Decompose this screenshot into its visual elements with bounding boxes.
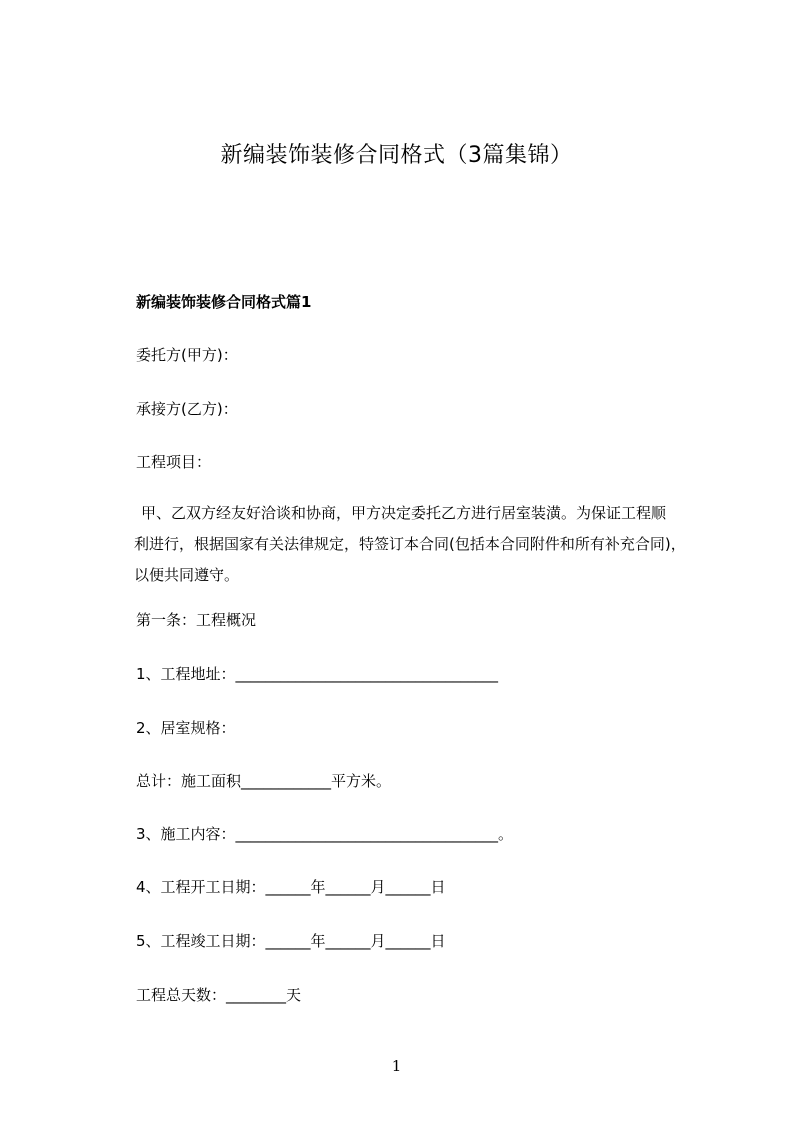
- address-line: 1、工程地址：___________________________________: [136, 665, 499, 683]
- end-date-line: 5、工程竣工日期：______年______月______日: [136, 932, 446, 950]
- intro-line-3: 以便共同遵守。: [134, 566, 240, 584]
- party-b-line: 承接方(乙方)：: [136, 400, 238, 418]
- article-1-heading: 第一条：工程概况: [136, 611, 257, 629]
- total-days-line: 工程总天数：________天: [136, 986, 302, 1004]
- intro-paragraph: [136, 498, 706, 591]
- project-line: 工程项目：: [136, 453, 212, 471]
- party-a-line: 委托方(甲方)：: [136, 346, 238, 364]
- document-title: 新编装饰装修合同格式（3篇集锦）: [220, 143, 573, 168]
- section-heading: 新编装饰装修合同格式篇1: [136, 293, 312, 311]
- content-line: 3、施工内容：___________________________________。: [136, 825, 514, 843]
- start-date-line: 4、工程开工日期：______年______月______日: [136, 878, 446, 896]
- total-area-line: 总计：施工面积____________平方米。: [136, 772, 392, 790]
- page-number: 1: [391, 1057, 402, 1075]
- spec-line: 2、居室规格：: [136, 719, 236, 737]
- intro-line-1: 甲、乙双方经友好洽谈和协商，甲方决定委托乙方进行居室装潢。为保证工程顺: [141, 504, 667, 522]
- intro-line-2: 利进行，根据国家有关法律规定，特签订本合同(包括本合同附件和所有补充合同)，: [134, 535, 686, 553]
